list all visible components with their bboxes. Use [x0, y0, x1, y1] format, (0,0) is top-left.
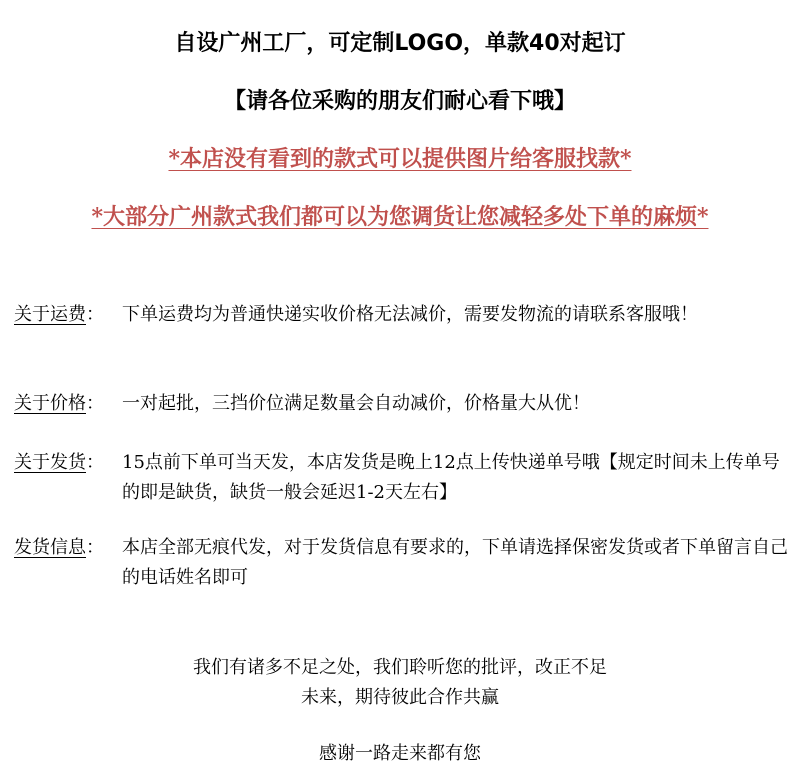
- notice-line-2: [0, 200, 800, 231]
- header-line-1: 自设广州工厂，可定制LOGO，单款40对起订: [174, 31, 626, 56]
- info-text: 一对起批，三挡价位满足数量会自动减价，价格量大从优！: [122, 393, 590, 414]
- info-label-text: 关于价格: [14, 393, 86, 414]
- info-label-colon: ：: [86, 452, 104, 473]
- info-label-text: 关于发货: [14, 452, 86, 473]
- info-text: 下单运费均为普通快递实收价格无法减价，需要发物流的请联系客服哦！: [122, 304, 698, 325]
- header-line-2: 【请各位采购的朋友们耐心看下哦】: [223, 89, 576, 114]
- closing-line-2: 未来，期待彼此合作共赢: [301, 687, 499, 708]
- info-text: 本店全部无痕代发，对于发货信息有要求的，下单请选择保密发货或者下单留言自己的电话姓名即可: [122, 537, 788, 588]
- notice-line-1: [0, 142, 800, 173]
- info-label: [14, 448, 104, 478]
- closing-line-3: 感谢一路走来都有您: [319, 743, 481, 764]
- info-price: [14, 389, 794, 419]
- closing-line-1: 我们有诸多不足之处，我们聆听您的批评，改正不足: [193, 657, 607, 678]
- info-label: [14, 389, 104, 419]
- info-label-colon: ：: [86, 537, 104, 558]
- info-shipping-info: [14, 533, 794, 593]
- info-label: [14, 300, 104, 330]
- info-delivery: [14, 448, 794, 508]
- info-label-text: 发货信息: [14, 537, 86, 558]
- info-label-colon: ：: [86, 393, 104, 414]
- info-label: [14, 533, 104, 563]
- notice-line-2-text: *大部分广州款式我们都可以为您调货让您减轻多处下单的麻烦*: [91, 204, 709, 230]
- info-label-text: 关于运费: [14, 304, 86, 325]
- info-shipping-fee: [14, 300, 794, 330]
- notice-line-1-text: *本店没有看到的款式可以提供图片给客服找款*: [168, 146, 632, 172]
- info-label-colon: ：: [86, 304, 104, 325]
- info-text: 15点前下单可当天发，本店发货是晚上12点上传快递单号哦【规定时间未上传单号的即是缺货，缺货一般会延迟1-2天左右】: [122, 452, 780, 503]
